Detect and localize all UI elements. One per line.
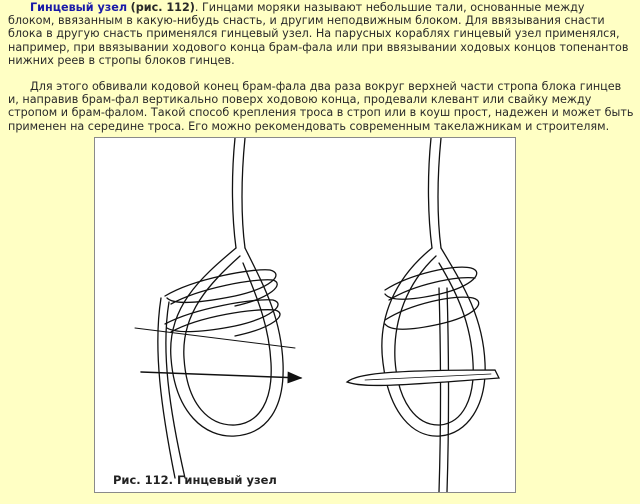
fid xyxy=(347,370,499,385)
figure-caption: Рис. 112. Гинцевый узел xyxy=(113,473,277,487)
right-rope-strand-b xyxy=(428,138,432,248)
knot-illustration xyxy=(95,138,515,492)
paragraph-method-text: Для этого обвивали кодовой конец брам-фала два раза вокруг верхней части стропа блока гинцев и, направив брам-фал вертикально поверх ходовою конца, продевали клевант или свайку между стропом и брам-фалом. Такой способ крепления троса в строп или в коуш прост, надежен и может быть применен на середине троса. Его можно рекомендовать современным такелажникам и строителям. xyxy=(8,80,634,133)
right-rope-strand-a xyxy=(438,138,441,248)
right-running-end-a xyxy=(439,288,441,492)
left-rope-strand-b xyxy=(232,138,236,248)
knot-term: Гинцевый узел xyxy=(30,1,128,14)
paragraph-intro-text: . Гинцами моряки называют небольшие тали, основанные между блоком, ввязанным в какую-нибудь снасть, и другим неподвижным блоком. Для ввязывания снасти блока в другую снасть применялся гинцевый узел. На парусных кораблях гинцевый узел применялся, например, при ввязывании ходового конца брам-фала или при ввязывании ходовых концов топенантов нижних реев в стропы блоков гинцев. xyxy=(8,1,629,67)
direction-arrow xyxy=(141,372,301,378)
right-running-end-b xyxy=(447,288,449,492)
right-wrap-2 xyxy=(385,297,479,329)
paragraph-intro xyxy=(8,1,634,67)
figure-reference: (рис. 112) xyxy=(130,1,195,14)
left-strop-inner xyxy=(184,256,271,425)
paragraph-method xyxy=(8,80,634,133)
right-strop-inner xyxy=(395,256,473,425)
left-strop-outer xyxy=(171,248,283,436)
left-fid-line xyxy=(135,328,295,348)
left-rope-strand-a xyxy=(242,138,245,248)
right-strop-outer xyxy=(382,248,485,436)
knot-figure xyxy=(94,137,516,493)
article-text xyxy=(8,1,634,133)
